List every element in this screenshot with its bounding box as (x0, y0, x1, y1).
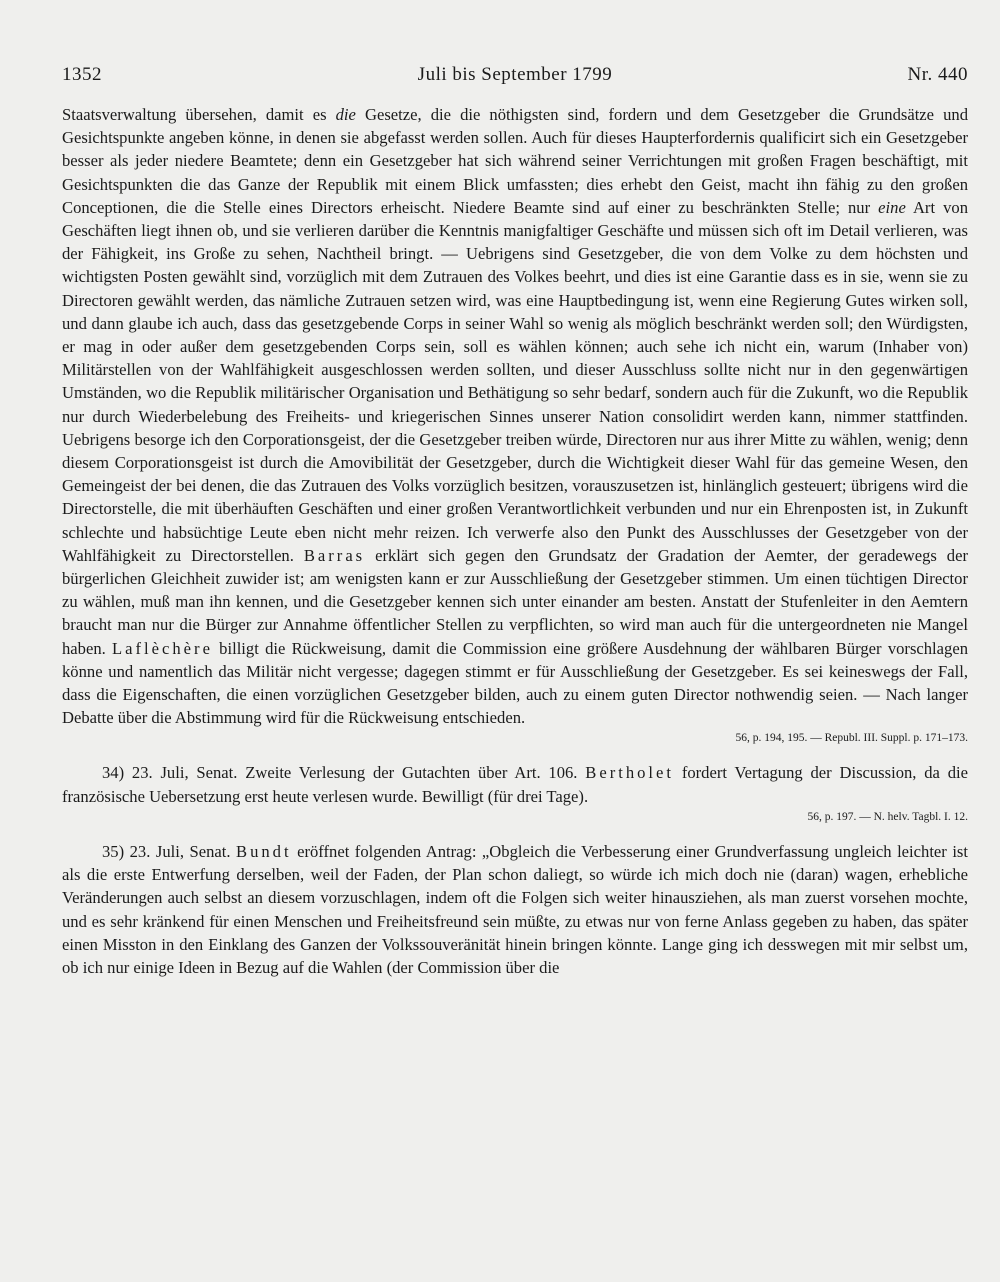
source-reference: 56, p. 197. — N. helv. Tagbl. I. 12. (807, 810, 968, 823)
text-run: 35) 23. Juli, Senat. (102, 841, 237, 861)
text-run: Gesetze, die die nöthigsten sind, fordern und dem Gesetzgeber die Grundsätze und Gesichtspunkte angeben könne, in denen sie abgefasst werden sollen. Auch für dieses Haupterfordernis qualificirt sich ein Gesetzgeber besser als jeder niedere Beamtete; denn ein Gesetzgeber hat sich während seiner Verrichtungen mit großen Fragen beschäftigt, mit Gesichtspunkten die das Ganze der Republik mit einem Blick umfassten; dies erhebt den Geist, macht ihn fähig zu den großen Conceptionen, die die Stelle eines Directors erheischt. Niedere Beamte sind auf einer zu beschränkten Stelle; nur (62, 105, 969, 217)
text-run: erklärt sich gegen den Grundsatz der Gradation der Aemter, der geradewegs der bürgerlichen Gleichheit zuwider ist; am wenigsten kann er zur Ausschließung der Gesetzgeber stimmen. Um einen tüchtigen Director zu wählen, muß man ihn kennen, und die Gesetzgeber kennen sich unter einander am besten. Anstatt der Stufenleiter in den Aemtern braucht man nur die Bürger zur Annahme öffentlicher Stellen zu verpflichten, so wird man auch für die untergeordneten nie Mangel haben. (62, 545, 968, 658)
speaker-name: Bundt (236, 841, 292, 861)
entry-35 (62, 840, 968, 979)
italic-text: die (335, 105, 356, 124)
source-reference: 56, p. 194, 195. — Republ. III. Suppl. p. 171–173. (735, 732, 968, 745)
paragraph-continuation (62, 103, 968, 747)
page-header (62, 64, 968, 92)
speaker-name: Bertholet (585, 763, 675, 783)
text-run: Staatsverwaltung übersehen, damit es (62, 105, 336, 124)
entry-34 (62, 761, 968, 825)
page-body (62, 103, 968, 979)
italic-text: eine (878, 197, 906, 217)
text-run: eröffnet folgenden Antrag: „Obgleich die Verbesserung einer Grundverfassung ungleich leichter ist als die erste Entwerfung derselben, weil der Faden, der Plan schon daliegt, so würde ich mich doch nie (daran) wagen, erhebliche Veränderungen auch selbst an diesem vorzuschlagen, indem oft die Folgen sich weiter hinausziehen, als man zuerst vorsehen mochte, und es sehr kränkend für einen Menschen und Freiheitsfreund sein müßte, zu etwas nur von ferne Anlass gegeben zu haben, das später einen Misston in den Einklang des Ganzen der Volkssouveränität hinein bringen könnte. Lange ging ich desswegen mit mir selbst um, ob ich nur einige Ideen in Bezug auf die Wahlen (der Commission über die (62, 841, 969, 977)
text-run: Art von Geschäften liegt ihnen ob, und sie verlieren darüber die Kenntnis manigfaltiger Geschäfte und müssen sich oft im Detail verlieren, was der Fähigkeit, ins Große zu sehen, Nachtheil bringt. — Uebrigens sind Gesetzgeber, die von dem Volke zu dem höchsten und wichtigsten Posten gewählt sind, vorzüglich mit dem Zutrauen des Volkes beehrt, und dies ist eine Garantie dass es in sie, wenn sie zu Directoren gewählt werden, das nämliche Zutrauen setzen wird, was eine Hauptbedingung ist, wenn eine Regierung Gutes wirken soll, und dann glaube ich auch, dass das gesetzgebende Corps in seiner Wahl so wenig als möglich beschränkt werden soll; den Würdigsten, er mag in oder außer dem gesetzgebenden Corps sein, soll es wählen können; auch sehe ich nicht ein, warum (Inhaber von) Militärstellen von der Wahlfähigkeit ausgeschlossen werden sollten, und dieser Ausschluss sollte nicht nur in den gegenwärtigen Umständen, wo die Republik militärischer Organisation und Bethätigung so sehr bedarf, sondern auch für die Zukunft, wo die Republik nur durch Wiederbelebung des Freiheits- und kriegerischen Sinnes unserer Nation consolidirt werden kann, nimmer stattfinden. Uebrigens besorge ich den Corporationsgeist, der die Gesetzgeber treiben würde, Directoren nur aus ihrer Mitte zu wählen, wenig; denn diesem Corporationsgeist ist durch die Amovibilität der Gesetzgeber, durch die Wichtigkeit dieser Wahl für das gemeine Wesen, den Gemeingeist der bei denen, die das Zutrauen des Volks vorzüglich besitzen, vorauszusetzen ist, hinlänglich gesteuert; übrigens wird die Directorstelle, die mit überhäuften Geschäften und einer großen Verantwortlichkeit verbunden und nur ein Ehrenposten ist, in Zukunft schlechte und habsüchtige Leute eben nicht mehr reizen. Ich verwerfe also den Punkt des Ausschlusses der Gesetzgeber von der Wahlfähigkeit zu Directorstellen. (62, 197, 968, 565)
document-number: Nr. 440 (907, 64, 968, 85)
speaker-name: Laflèchère (112, 638, 213, 658)
text-run: 34) 23. Juli, Senat. Zweite Verlesung der Gutachten über Art. 106. (102, 763, 586, 783)
running-title: Juli bis September 1799 (417, 64, 613, 85)
text-run: fordert Vertagung der Discussion, da die französische Uebersetzung erst heute verlesen wurde. Bewilligt (für drei Tage). (62, 763, 969, 806)
speaker-name: Barras (303, 545, 366, 565)
page-number: 1352 (62, 64, 102, 85)
text-run: billigt die Rückweisung, damit die Commission eine größere Ausdehnung der wählbaren Bürger vorschlagen könne und namentlich das Militär nicht vergesse; dagegen stimmt er für Ausschließung der Gesetzgeber. Es sei keineswegs der Fall, dass die Eigenschaften, die einen vorzüglichen Gesetzgeber bilden, auch zu einem guten Director nothwendig seien. — Nach langer Debatte über die Abstimmung wird für die Rückweisung entschieden. (62, 638, 968, 728)
